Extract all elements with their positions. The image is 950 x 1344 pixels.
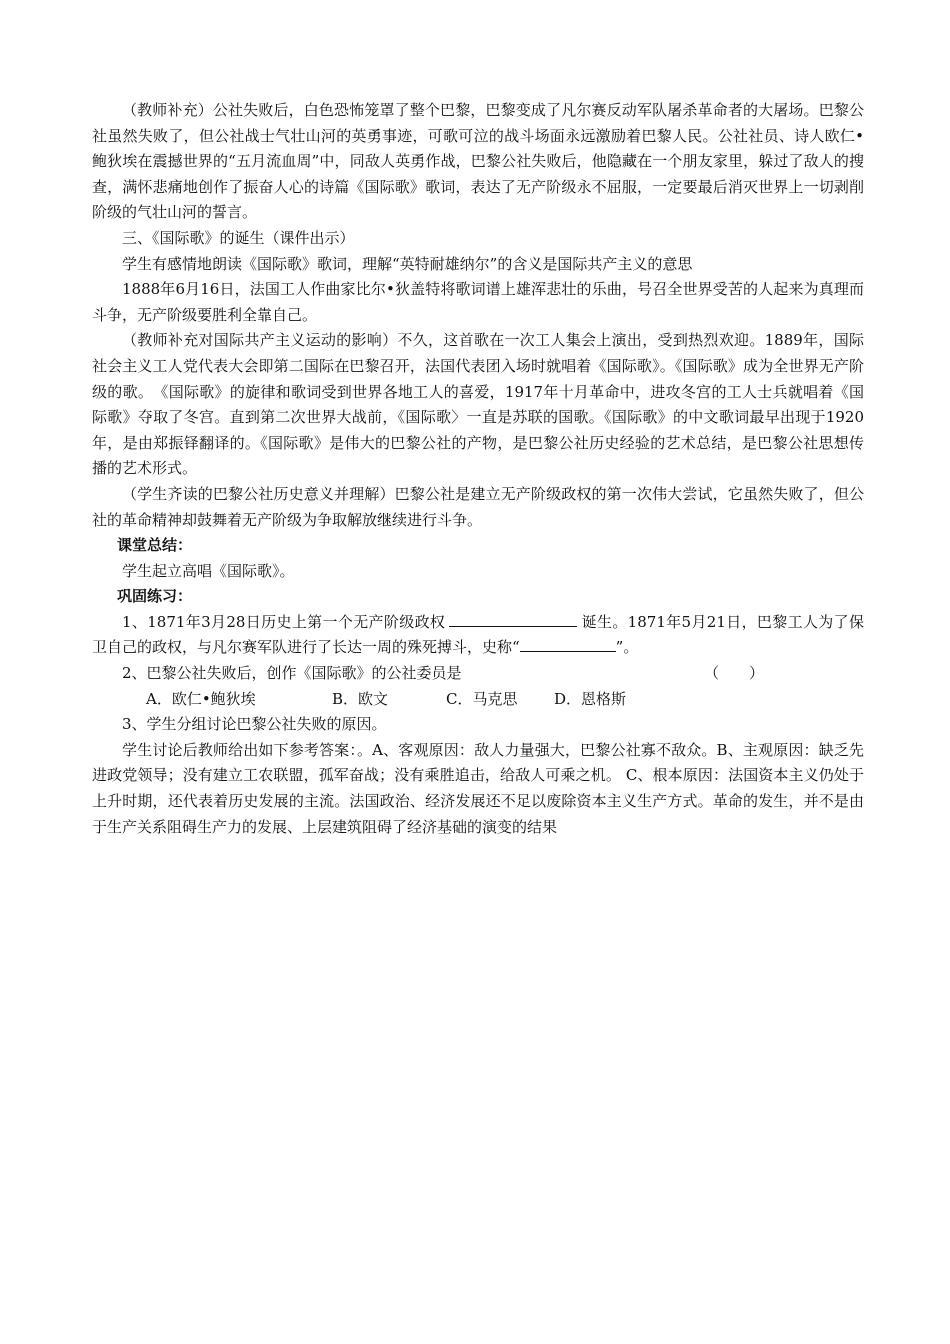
paragraph-teacher-supplement: （教师补充）公社失败后，白色恐怖笼罩了整个巴黎，巴黎变成了凡尔赛反动军队屠杀革命者的大屠场。巴黎公社虽然失败了，但公社战士气壮山河的英勇事迹，可歌可泣的战斗场面永远激励着巴黎人民。公社社员、诗人欧仁•鲍狄埃在震撼世界的“五月流血周”中，同敌人英勇作战，巴黎公社失败后，他隐藏在一个朋友家里，躲过了敌人的搜查，满怀悲痛地创作了振奋人心的诗篇《国际歌》歌词，表达了无产阶级永不屈服，一定要最后消灭世界上一切剥削阶级的气壮山河的誓言。 xyxy=(92,101,864,222)
paragraph-significance: （学生齐读的巴黎公社历史意义并理解）巴黎公社是建立无产阶级政权的第一次伟大尝试，它虽然失败了，但公社的革命精神却鼓舞着无产阶级为争取解放继续进行斗争。 xyxy=(92,484,864,529)
question-2-text: 2、巴黎公社失败后，创作《国际歌》的公社委员是 xyxy=(122,664,462,683)
option-d[interactable]: D．恩格斯 xyxy=(554,689,627,708)
option-b[interactable]: B．欧文 xyxy=(332,689,389,708)
question-1-part1: 1、1871年3月28日历史上第一个无产阶级政权 xyxy=(122,612,446,631)
answer-parenthesis[interactable]: （ ） xyxy=(703,664,764,683)
paragraph-1888: 1888年6月16日，法国工人作曲家比尔•狄盖特将歌词谱上雄浑悲壮的乐曲，号召全世界受苦的人起来为真理而斗争，无产阶级要胜利全靠自己。 xyxy=(92,280,864,324)
exercises-heading: 巩固练习： xyxy=(117,587,193,606)
question-3: 3、学生分组讨论巴黎公社失败的原因。 xyxy=(122,715,387,734)
summary-heading: 课堂总结： xyxy=(117,536,193,555)
document-page xyxy=(92,98,864,840)
paragraph-influence: （教师补充对国际共产主义运动的影响）不久，这首歌在一次工人集会上演出，受到热烈欢迎。1889年，国际社会主义工人党代表大会即第二国际在巴黎召开，法国代表团入场时就唱着《国际歌》。《国际歌》成为全世界无产阶级的歌。 《国际歌》的旋律和歌词受到世界各地工人的喜爱，1917年十月革命中，进攻冬宫的工人士兵就唱着《国际歌》夺取了冬宫。直到第二次世界大战前，《国际歌〉一直是苏联的国歌。《国际歌》的中文歌词最早出现于1920年，是由郑振铎翻译的。《国际歌》是伟大的巴黎公社的产物，是巴黎公社历史经验的艺术总结，是巴黎公社思想传播的艺术形式。 xyxy=(92,331,864,478)
question-1 xyxy=(92,610,864,661)
reference-answer: 学生讨论后教师给出如下参考答案：。A、客观原因：敌人力量强大，巴黎公社寡不敌众。B、主观原因：缺乏先进政党领导；没有建立工农联盟，孤军奋战；没有乘胜追击，给敌人可乘之机。 C、根本原因：法国资本主义仍处于上升时期，还代表着历史发展的主流。法国政治、经济发展还不足以废除资本主义生产方式。革命的发生，并不是由于生产关系阻碍生产力的发展、上层建筑阻碍了经济基础的演变的结果 xyxy=(92,740,864,836)
question-2-options xyxy=(92,687,864,713)
paragraph-reading: 学生有感情地朗读《国际歌》歌词，理解“英特耐雄纳尔”的含义是国际共产主义的意思 xyxy=(122,254,693,273)
summary-text: 学生起立高唱《国际歌》。 xyxy=(122,561,295,580)
answer-blank-1[interactable] xyxy=(449,611,577,627)
section-heading-internationale: 三、《国际歌》的诞生（课件出示） xyxy=(122,228,355,247)
answer-blank-2[interactable] xyxy=(520,636,616,652)
option-a[interactable]: A．欧仁•鲍狄埃 xyxy=(146,689,256,708)
question-1-part3: ”。 xyxy=(615,638,639,657)
question-1-part2: 诞生。1871年5月21日，巴黎工人为了保卫自己的政权，与凡尔赛军队进行了长达一周的殊死搏斗，史称“ xyxy=(92,612,864,657)
option-c[interactable]: C．马克思 xyxy=(446,689,518,708)
question-2 xyxy=(92,661,864,687)
